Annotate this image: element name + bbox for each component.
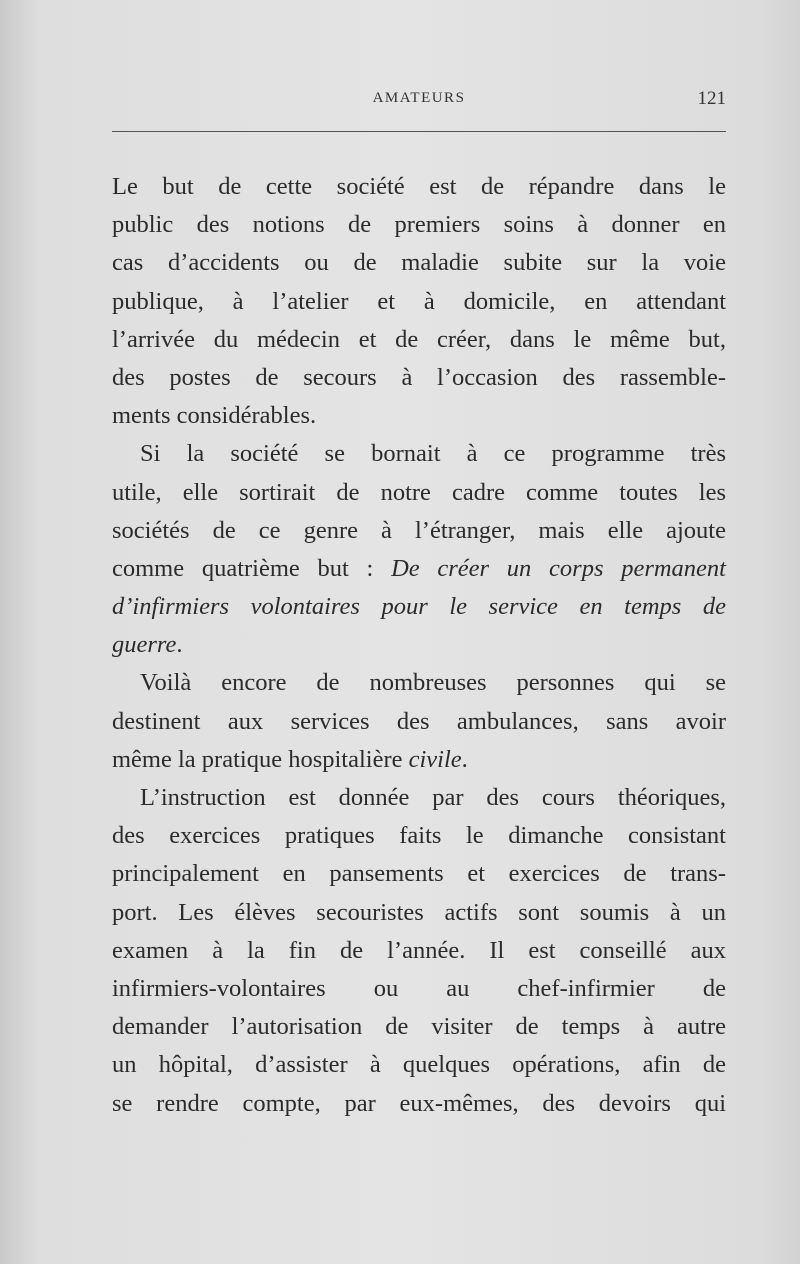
header-rule [112,131,726,132]
text-line [112,550,726,588]
text-run: . [176,631,183,659]
text-line: l’arrivée du médecin et de créer, dans le même but, [112,325,726,353]
text-line: publique, à l’atelier et à domicile, en attendant [112,287,726,315]
text-run: comme quatrième but : [112,554,392,582]
text-line: ments considérables. [112,402,317,430]
text-line: examen à la fin de l’année. Il est conseillé aux [112,936,726,964]
text-line [112,626,726,664]
text-line: utile, elle sortirait de notre cadre comme toutes les [112,478,726,506]
paragraph-2 [112,435,726,664]
paragraph-1 [112,168,726,435]
text-line [112,741,726,779]
running-title: AMATEURS [372,90,466,106]
text-line: L’instruction est donnée par des cours théoriques, [140,784,726,811]
italic-text-run: De créer un corps permanent [391,554,726,582]
text-line: demander l’autorisation de visiter de temps à autre [112,1013,726,1041]
paragraph-4 [112,779,726,1123]
paragraph-3 [112,664,726,779]
text-line: principalement en pansements et exercices de trans- [112,860,726,888]
text-run: même la pratique hospitalière [112,745,409,773]
text-line: des postes de secours à l’occasion des rassemble- [112,363,726,391]
text-line: sociétés de ce genre à l’étranger, mais elle ajoute [112,516,726,544]
text-run: . [461,745,468,773]
text-line: port. Les élèves secouristes actifs sont soumis à un [112,898,726,926]
text-line: Le but de cette société est de répandre dans le [112,173,726,200]
page-header [112,88,726,116]
text-line: infirmiers-volontaires ou au chef-infirmier de [112,974,726,1002]
text-line: Si la société se bornait à ce programme très [140,440,726,468]
text-line: un hôpital, d’assister à quelques opérations, afin de [112,1051,726,1079]
italic-text-run: civile [408,745,462,773]
page-number: 121 [697,88,726,109]
text-line: Voilà encore de nombreuses personnes qui se [140,669,726,697]
text-line: des exercices pratiques faits le dimanche consistant [112,822,726,850]
text-line: destinent aux services des ambulances, sans avoir [112,707,726,735]
text-line: public des notions de premiers soins à donner en [112,211,726,239]
italic-text-line: d’infirmiers volontaires pour le service en temps de [112,593,726,621]
text-line: se rendre compte, par eux-mêmes, des devoirs qui [112,1089,726,1117]
italic-text-run: guerre [112,631,177,659]
text-line: cas d’accidents ou de maladie subite sur la voie [112,249,726,277]
body-text [112,168,726,1123]
